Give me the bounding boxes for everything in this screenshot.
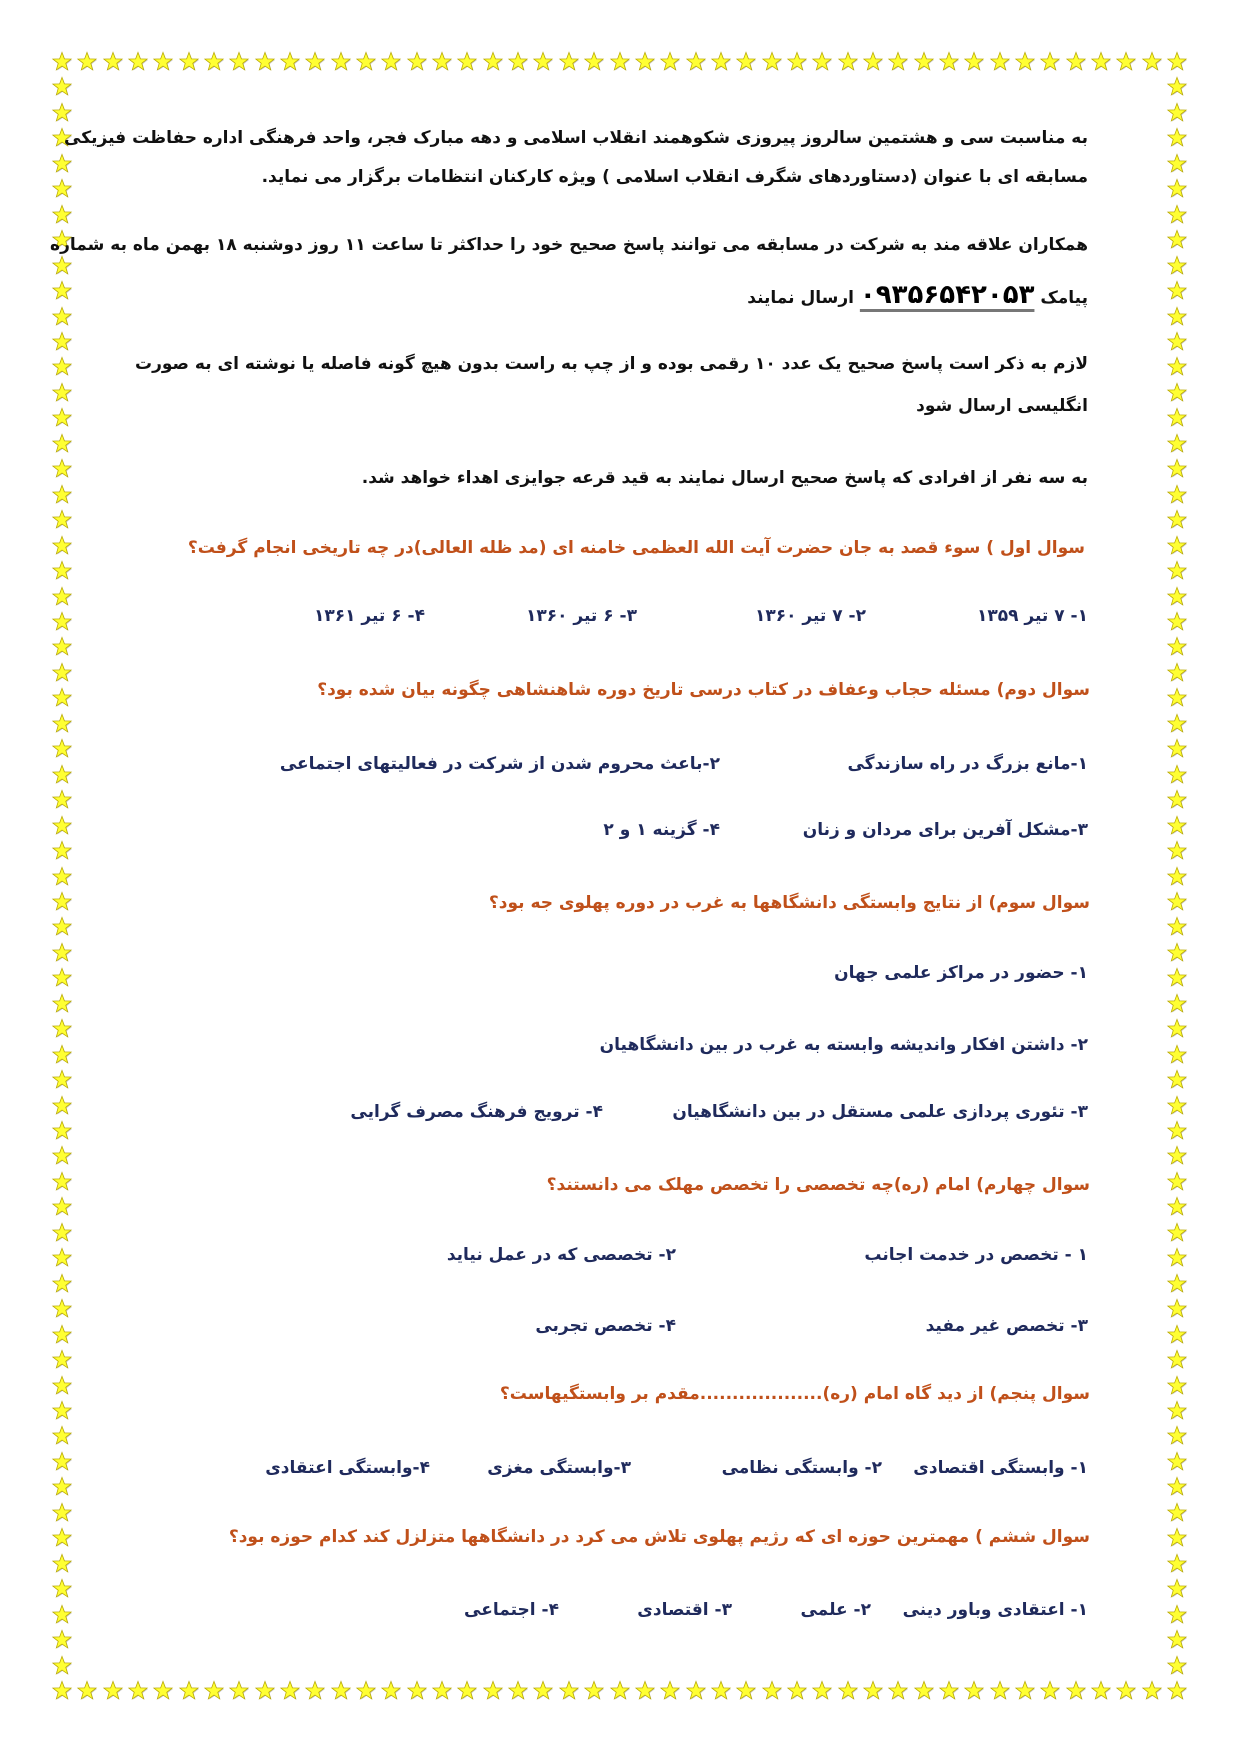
star-icon <box>380 1680 402 1702</box>
star-icon <box>51 891 73 913</box>
question-5-option-3: ۳-وابستگی مغزی <box>487 1458 631 1478</box>
star-icon <box>1166 1095 1188 1117</box>
star-icon <box>203 51 225 73</box>
star-icon <box>1166 407 1188 429</box>
star-icon <box>51 1502 73 1524</box>
star-icon <box>1166 1655 1188 1677</box>
star-icon <box>989 1680 1011 1702</box>
question-4-option-4: ۴- تخصص تجربی <box>535 1316 676 1336</box>
star-icon <box>51 51 73 73</box>
question-5-option-4: ۴-وابستگی اعتقادی <box>265 1458 430 1478</box>
star-icon <box>1166 1680 1188 1702</box>
star-icon <box>254 1680 276 1702</box>
star-icon <box>938 1680 960 1702</box>
star-icon <box>51 1604 73 1626</box>
star-icon <box>330 1680 352 1702</box>
question-4-option-1: ۱ - تخصص در خدمت اجانب <box>864 1245 1088 1265</box>
star-icon <box>1141 51 1163 73</box>
star-icon <box>178 1680 200 1702</box>
star-icon <box>51 789 73 811</box>
star-icon <box>279 51 301 73</box>
star-icon <box>1166 764 1188 786</box>
sms-label: پیامک <box>1040 288 1088 308</box>
star-icon <box>51 76 73 98</box>
star-icon <box>1166 535 1188 557</box>
question-3-title: سوال سوم) از نتایج وابستگی دانشگاهها به غرب در دوره پهلوی جه بود؟ <box>488 893 1090 913</box>
question-4-title: سوال چهارم) امام (ره)چه تخصصی را تخصص مهلک می دانستند؟ <box>546 1175 1090 1195</box>
star-icon <box>51 1400 73 1422</box>
star-icon <box>1065 1680 1087 1702</box>
star-icon <box>51 509 73 531</box>
star-icon <box>355 51 377 73</box>
star-icon <box>51 153 73 175</box>
star-icon <box>51 1375 73 1397</box>
star-icon <box>1039 51 1061 73</box>
question-6-option-4: ۴- اجتماعی <box>464 1600 559 1620</box>
star-icon <box>51 636 73 658</box>
star-icon <box>1166 1273 1188 1295</box>
star-icon <box>1166 1604 1188 1626</box>
star-icon <box>938 51 960 73</box>
question-3-option-1: ۱- حضور در مراکز علمی جهان <box>834 963 1088 983</box>
question-1-option-2: ۲- ۷ تیر ۱۳۶۰ <box>754 606 866 626</box>
star-icon <box>51 102 73 124</box>
star-icon <box>735 51 757 73</box>
star-icon <box>51 560 73 582</box>
star-icon <box>1166 356 1188 378</box>
star-icon <box>51 993 73 1015</box>
star-icon <box>51 611 73 633</box>
star-icon <box>51 1095 73 1117</box>
star-icon <box>1166 586 1188 608</box>
star-icon <box>1166 1196 1188 1218</box>
star-icon <box>1166 866 1188 888</box>
star-icon <box>51 866 73 888</box>
question-1-option-4: ۴- ۶ تیر ۱۳۶۱ <box>313 606 425 626</box>
star-icon <box>1166 1145 1188 1167</box>
star-icon <box>482 51 504 73</box>
star-icon <box>1166 153 1188 175</box>
star-icon <box>1166 484 1188 506</box>
star-icon <box>1166 993 1188 1015</box>
star-icon <box>51 687 73 709</box>
star-icon <box>127 51 149 73</box>
star-icon <box>51 1247 73 1269</box>
star-icon <box>1166 1222 1188 1244</box>
star-icon <box>558 51 580 73</box>
star-icon <box>152 1680 174 1702</box>
star-icon <box>887 1680 909 1702</box>
star-icon <box>304 51 326 73</box>
star-icon <box>761 51 783 73</box>
star-icon <box>913 51 935 73</box>
star-icon <box>51 1476 73 1498</box>
star-icon <box>1065 51 1087 73</box>
star-icon <box>1166 942 1188 964</box>
star-icon <box>51 942 73 964</box>
star-icon <box>1166 891 1188 913</box>
star-icon <box>1166 815 1188 837</box>
star-icon <box>862 1680 884 1702</box>
star-icon <box>862 51 884 73</box>
star-icon <box>51 458 73 480</box>
star-icon <box>1166 1298 1188 1320</box>
star-icon <box>51 1451 73 1473</box>
star-icon <box>1141 1680 1163 1702</box>
question-6-option-2: ۲- علمی <box>800 1600 871 1620</box>
star-icon <box>51 1120 73 1142</box>
star-icon <box>279 1680 301 1702</box>
question-2-option-1: ۱-مانع بزرگ در راه سازندگی <box>847 754 1088 774</box>
star-icon <box>609 1680 631 1702</box>
star-icon <box>532 51 554 73</box>
star-icon <box>228 1680 250 1702</box>
star-icon <box>1166 967 1188 989</box>
star-icon <box>1166 738 1188 760</box>
star-icon <box>1166 1044 1188 1066</box>
star-icon <box>51 280 73 302</box>
star-icon <box>51 1222 73 1244</box>
intro-paragraph-3-line-2: انگلیسی ارسال شود <box>916 396 1088 416</box>
star-icon <box>1166 713 1188 735</box>
star-icon <box>1166 662 1188 684</box>
star-icon <box>1166 306 1188 328</box>
star-icon <box>51 713 73 735</box>
star-icon <box>51 840 73 862</box>
star-icon <box>989 51 1011 73</box>
star-icon <box>51 178 73 200</box>
star-icon <box>685 1680 707 1702</box>
star-icon <box>51 1349 73 1371</box>
question-6-option-3: ۳- اقتصادی <box>637 1600 732 1620</box>
star-icon <box>1166 127 1188 149</box>
question-4-option-3: ۳- تخصص غیر مفید <box>925 1316 1088 1336</box>
star-icon <box>380 51 402 73</box>
star-icon <box>102 1680 124 1702</box>
question-6-option-1: ۱- اعتقادی وباور دینی <box>902 1600 1088 1620</box>
star-icon <box>1166 840 1188 862</box>
intro-paragraph-2-line-2 <box>747 280 1088 310</box>
star-icon <box>1166 1375 1188 1397</box>
star-icon <box>1166 1553 1188 1575</box>
star-icon <box>1090 51 1112 73</box>
question-3-option-4: ۴- ترویج فرهنگ مصرف گرایی <box>350 1102 603 1122</box>
intro-paragraph-4: به سه نفر از افرادی که پاسخ صحیح ارسال نمایند به قید قرعه جوایزی اهداء خواهد شد. <box>361 468 1088 488</box>
star-icon <box>558 1680 580 1702</box>
star-icon <box>609 51 631 73</box>
star-icon <box>406 51 428 73</box>
question-2-option-3: ۳-مشکل آفرین برای مردان و زنان <box>802 820 1088 840</box>
star-icon <box>685 51 707 73</box>
star-icon <box>507 1680 529 1702</box>
star-icon <box>811 51 833 73</box>
star-icon <box>1166 687 1188 709</box>
star-icon <box>1090 1680 1112 1702</box>
star-icon <box>1115 51 1137 73</box>
star-icon <box>51 433 73 455</box>
star-icon <box>1166 102 1188 124</box>
star-icon <box>51 255 73 277</box>
star-icon <box>51 1578 73 1600</box>
star-icon <box>1166 1451 1188 1473</box>
star-icon <box>507 51 529 73</box>
send-instruction: ارسال نمایند <box>747 288 854 308</box>
star-icon <box>1166 611 1188 633</box>
star-icon <box>659 51 681 73</box>
star-icon <box>304 1680 326 1702</box>
star-icon <box>1166 1018 1188 1040</box>
star-icon <box>51 1553 73 1575</box>
star-icon <box>634 51 656 73</box>
star-icon <box>913 1680 935 1702</box>
star-icon <box>811 1680 833 1702</box>
question-1-option-3: ۳- ۶ تیر ۱۳۶۰ <box>525 606 637 626</box>
star-icon <box>51 484 73 506</box>
question-4-option-2: ۲- تخصصی که در عمل نیاید <box>446 1245 676 1265</box>
star-icon <box>456 1680 478 1702</box>
star-icon <box>1166 1400 1188 1422</box>
star-icon <box>735 1680 757 1702</box>
star-icon <box>887 51 909 73</box>
star-icon <box>1039 1680 1061 1702</box>
star-icon <box>1014 51 1036 73</box>
star-icon <box>532 1680 554 1702</box>
star-icon <box>710 1680 732 1702</box>
intro-paragraph-3-line-1: لازم به ذکر است پاسخ صحیح یک عدد ۱۰ رقمی بوده و از چپ به راست بدون هیچ گونه فاصله یا نوشته ای به صورت <box>135 354 1088 374</box>
star-icon <box>178 51 200 73</box>
question-2-title: سوال دوم) مسئله حجاب وعفاف در کتاب درسی تاریخ دوره شاهنشاهی چگونه بیان شده بود؟ <box>317 680 1090 700</box>
star-icon <box>1166 1425 1188 1447</box>
star-icon <box>51 1324 73 1346</box>
star-icon <box>51 1171 73 1193</box>
star-icon <box>431 51 453 73</box>
star-icon <box>710 51 732 73</box>
intro-paragraph-2-line-1: همکاران علاقه مند به شرکت در مسابقه می توانند پاسخ صحیح خود را حداکثر تا ساعت ۱۱ روز دوشنبه ۱۸ بهمن ماه به شماره <box>50 235 1088 255</box>
star-icon <box>51 331 73 353</box>
question-3-option-2: ۲- داشتن افکار واندیشه وابسته به غرب در بین دانشگاهیان <box>599 1035 1088 1055</box>
star-icon <box>51 764 73 786</box>
star-icon <box>1166 76 1188 98</box>
question-2-option-4: ۴- گزینه ۱ و ۲ <box>603 820 720 840</box>
star-icon <box>355 1680 377 1702</box>
star-icon <box>1166 509 1188 531</box>
star-icon <box>51 586 73 608</box>
star-icon <box>583 1680 605 1702</box>
star-icon <box>51 1196 73 1218</box>
star-icon <box>1166 433 1188 455</box>
star-icon <box>963 1680 985 1702</box>
question-5-title: سوال پنجم) از دید گاه امام (ره)...................مقدم بر وابستگیهاست؟ <box>499 1384 1090 1404</box>
star-icon <box>761 1680 783 1702</box>
star-icon <box>51 1680 73 1702</box>
star-icon <box>482 1680 504 1702</box>
star-icon <box>1166 255 1188 277</box>
star-icon <box>51 356 73 378</box>
star-icon <box>102 51 124 73</box>
star-icon <box>1166 636 1188 658</box>
star-icon <box>51 916 73 938</box>
star-icon <box>1166 560 1188 582</box>
star-icon <box>1166 1629 1188 1651</box>
star-icon <box>1166 229 1188 251</box>
question-6-title: سوال ششم ) مهمترین حوزه ای که رژیم پهلوی تلاش می کرد در دانشگاهها متزلزل کند کدام حوزه بود؟ <box>228 1527 1090 1547</box>
intro-paragraph-1-line-2: مسابقه ای با عنوان (دستاوردهای شگرف انقلاب اسلامی ) ویژه کارکنان انتظامات برگزار می نماید. <box>261 167 1088 187</box>
star-icon <box>76 1680 98 1702</box>
star-icon <box>51 1527 73 1549</box>
star-icon <box>51 1655 73 1677</box>
star-icon <box>203 1680 225 1702</box>
star-icon <box>1166 51 1188 73</box>
star-icon <box>51 662 73 684</box>
star-icon <box>76 51 98 73</box>
star-icon <box>1166 1502 1188 1524</box>
star-icon <box>659 1680 681 1702</box>
star-icon <box>1166 1247 1188 1269</box>
star-icon <box>1166 1578 1188 1600</box>
question-5-option-1: ۱- وابستگی اقتصادی <box>913 1458 1088 1478</box>
intro-paragraph-1-line-1: به مناسبت سی و هشتمین سالروز پیروزی شکوهمند انقلاب اسلامی و دهه مبارک فجر، واحد فرهنگی اداره حفاظت فیزیکی <box>64 128 1088 148</box>
star-icon <box>254 51 276 73</box>
star-icon <box>51 407 73 429</box>
star-icon <box>1166 458 1188 480</box>
star-icon <box>583 51 605 73</box>
star-icon <box>786 1680 808 1702</box>
star-icon <box>51 1145 73 1167</box>
star-icon <box>51 1273 73 1295</box>
star-icon <box>1166 331 1188 353</box>
phone-number: ۰۹۳۵۶۵۴۲۰۵۳ <box>859 280 1035 310</box>
star-icon <box>127 1680 149 1702</box>
question-3-option-3: ۳- تئوری پردازی علمی مستقل در بین دانشگاهیان <box>672 1102 1088 1122</box>
star-icon <box>1166 1349 1188 1371</box>
star-icon <box>1166 916 1188 938</box>
star-icon <box>963 51 985 73</box>
star-icon <box>51 1425 73 1447</box>
star-icon <box>1166 382 1188 404</box>
star-icon <box>51 204 73 226</box>
star-icon <box>1166 1069 1188 1091</box>
star-icon <box>1014 1680 1036 1702</box>
star-icon <box>634 1680 656 1702</box>
star-icon <box>51 1298 73 1320</box>
star-icon <box>456 51 478 73</box>
star-icon <box>837 1680 859 1702</box>
star-icon <box>786 51 808 73</box>
star-icon <box>51 382 73 404</box>
star-icon <box>1166 1120 1188 1142</box>
question-1-title: سوال اول ) سوء قصد به جان حضرت آیت الله العظمی خامنه ای (مد ظله العالی)در چه تاریخی انجام گرفت؟ <box>187 538 1085 558</box>
star-icon <box>1166 178 1188 200</box>
star-icon <box>1166 204 1188 226</box>
question-2-option-2: ۲-باعث محروم شدن از شرکت در فعالیتهای اجتماعی <box>279 754 720 774</box>
star-icon <box>51 815 73 837</box>
star-icon <box>431 1680 453 1702</box>
star-icon <box>406 1680 428 1702</box>
star-icon <box>1115 1680 1137 1702</box>
star-icon <box>1166 1476 1188 1498</box>
star-icon <box>51 306 73 328</box>
star-icon <box>1166 789 1188 811</box>
star-icon <box>228 51 250 73</box>
star-icon <box>1166 1324 1188 1346</box>
question-1-option-1: ۱- ۷ تیر ۱۳۵۹ <box>976 606 1088 626</box>
star-icon <box>1166 280 1188 302</box>
star-icon <box>330 51 352 73</box>
question-5-option-2: ۲- وابستگی نظامی <box>721 1458 882 1478</box>
star-icon <box>152 51 174 73</box>
star-icon <box>51 1069 73 1091</box>
star-icon <box>1166 1171 1188 1193</box>
star-icon <box>51 535 73 557</box>
star-icon <box>51 738 73 760</box>
star-icon <box>51 1629 73 1651</box>
star-icon <box>51 1044 73 1066</box>
star-icon <box>837 51 859 73</box>
star-icon <box>51 1018 73 1040</box>
star-icon <box>1166 1527 1188 1549</box>
star-icon <box>51 967 73 989</box>
